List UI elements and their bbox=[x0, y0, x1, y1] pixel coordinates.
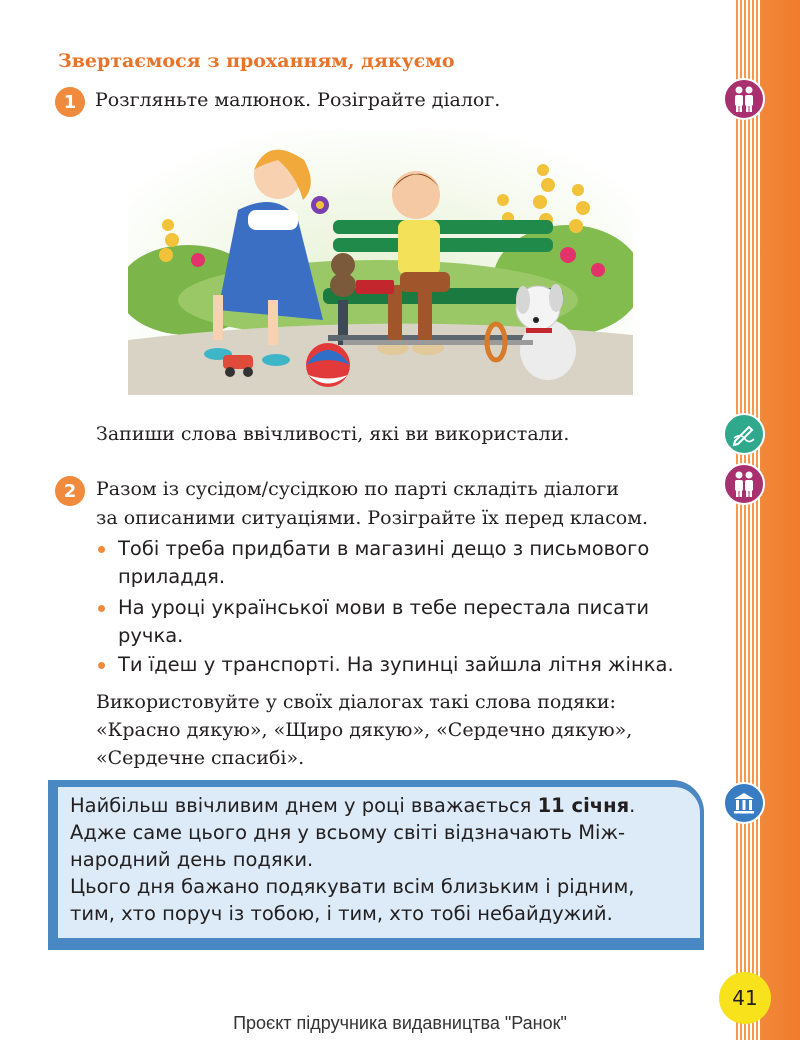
list-item bbox=[100, 594, 710, 650]
task-number-2: 2 bbox=[55, 476, 85, 506]
task-2-line-2: за описаними ситуаціями. Розіграйте їх перед класом. bbox=[96, 507, 649, 529]
task-1-instruction: Запиши слова ввічливості, які ви використали. bbox=[96, 423, 570, 445]
illustration-children-in-park bbox=[128, 130, 633, 395]
thanks-words-line-2: «Красно дякую», «Щиро дякую», «Сердечно дякую», bbox=[96, 719, 633, 741]
bullet-dot bbox=[98, 605, 105, 612]
task-2-line-1: Разом із сусідом/сусідкою по парті складіть діалоги bbox=[96, 478, 619, 500]
task-1-text: Розгляньте малюнок. Розіграйте діалог. bbox=[95, 89, 501, 111]
info-line-3: народний день подяки. bbox=[70, 848, 314, 871]
right-margin-edge bbox=[760, 0, 800, 1040]
info-line-1: Найбільш ввічливим днем у році вважається 11 січня. bbox=[70, 794, 636, 817]
bullet-dot bbox=[98, 546, 105, 553]
thanks-words-line-1: Використовуйте у своїх діалогах такі слова подяки: bbox=[96, 691, 616, 713]
writing-icon bbox=[723, 413, 765, 455]
page-number: 41 bbox=[719, 972, 771, 1024]
info-line-4: Цього дня бажано подякувати всім близьким і рідним, bbox=[70, 875, 635, 898]
list-item-line-2: приладдя. bbox=[118, 565, 226, 588]
info-box-text bbox=[70, 792, 700, 927]
info-line-2: Адже саме цього дня у всьому світі відзначають Між- bbox=[70, 821, 626, 844]
list-item-line-2: ручка. bbox=[118, 624, 184, 647]
list-item bbox=[100, 651, 710, 679]
list-item-line-1: На уроці української мови в тебе перестала писати bbox=[118, 596, 650, 619]
bullet-dot bbox=[98, 662, 105, 669]
info-date: 11 січня bbox=[537, 794, 630, 817]
list-item bbox=[100, 535, 710, 591]
task-number-1: 1 bbox=[55, 87, 85, 117]
pair-work-icon bbox=[723, 78, 765, 120]
footer-text: Проєкт підручника видавництва "Ранок" bbox=[233, 1013, 567, 1033]
list-item-line-1: Ти їдеш у транспорті. На зупинці зайшла літня жінка. bbox=[118, 653, 674, 676]
right-margin-stripes bbox=[738, 0, 760, 1040]
museum-icon bbox=[723, 782, 765, 824]
thanks-words-line-3: «Сердечне спасибі». bbox=[96, 747, 305, 769]
list-item-line-1: Тобі треба придбати в магазині дещо з письмового bbox=[118, 537, 650, 560]
pair-work-icon bbox=[723, 463, 765, 505]
info-line-5: тим, хто поруч із тобою, і тим, хто тобі небайдужий. bbox=[70, 902, 613, 925]
section-title: Звертаємося з проханням, дякуємо bbox=[58, 50, 455, 72]
